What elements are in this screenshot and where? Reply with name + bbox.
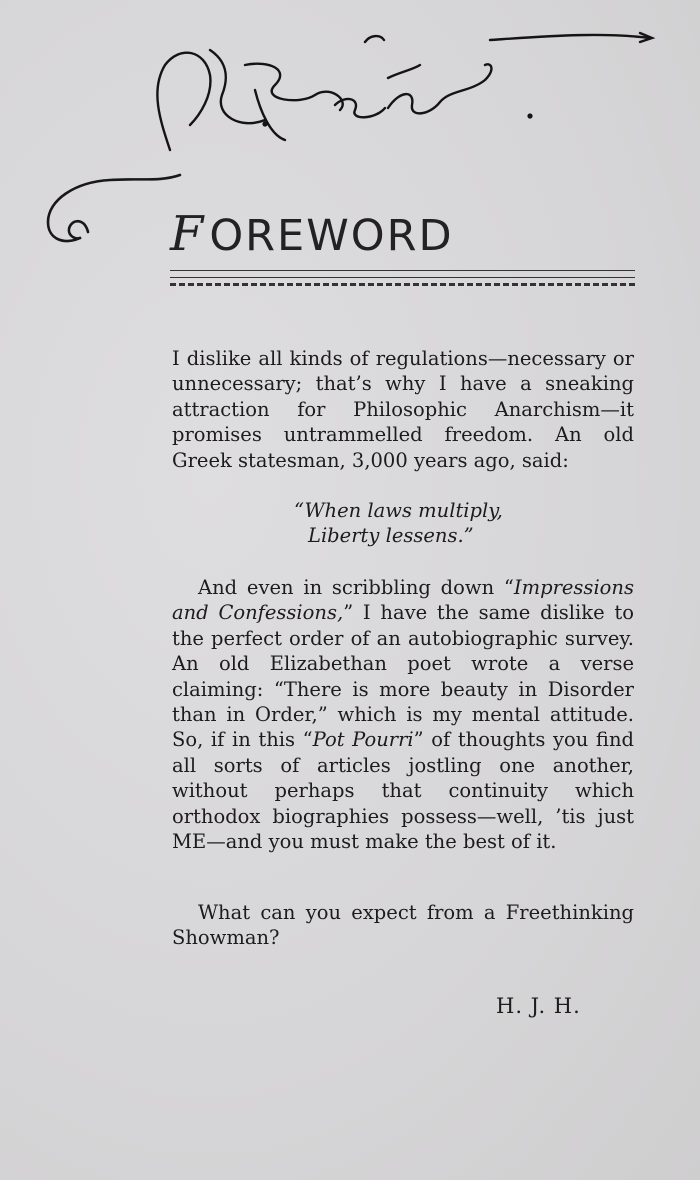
title-impressions-and-confessions: Impressions and Confessions,: [172, 576, 634, 625]
heading-rest: OREWORD: [209, 211, 454, 261]
foreword-heading: [170, 206, 454, 262]
heading-dotted-rule: [170, 283, 635, 290]
paragraph-2: [172, 575, 634, 854]
paragraph-1: I dislike all kinds of regulations—necessary or unnecessary; that’s why I have a sneaking attraction for Philosophic Anarchism—it promises untrammelled freedom. An old Greek statesman, 3,000 years ago, said:: [172, 347, 634, 472]
paragraph-2-part-3: ” of thoughts you find all sorts of articles jostling one another, without perhaps that continuity which orthodox biographies possess—well, ’tis just ME—and you must make the best of it.: [172, 728, 634, 854]
handwritten-signature: [150, 20, 670, 170]
quotation: [294, 498, 503, 549]
heading-initial: F: [170, 206, 206, 262]
paragraph-2-part-2: ” I have the same dislike to the perfect order of an autobiographic survey. An old Elizabethan poet wrote a verse claiming: “There is more beauty in Disorder than in Order,” which is my mental attitude. So, if in this “: [172, 601, 634, 752]
heading-double-rule: [170, 270, 635, 278]
paragraph-3: What can you expect from a Freethinking Showman?: [172, 901, 634, 950]
paragraph-2-part-1: And even in scribbling down “: [198, 576, 514, 599]
quote-line-2: Liberty lessens.”: [308, 524, 474, 548]
quote-line-1: “When laws multiply,: [294, 499, 503, 522]
author-initials: H. J. H.: [496, 994, 581, 1018]
pot-pourri: Pot Pourri: [312, 728, 414, 752]
